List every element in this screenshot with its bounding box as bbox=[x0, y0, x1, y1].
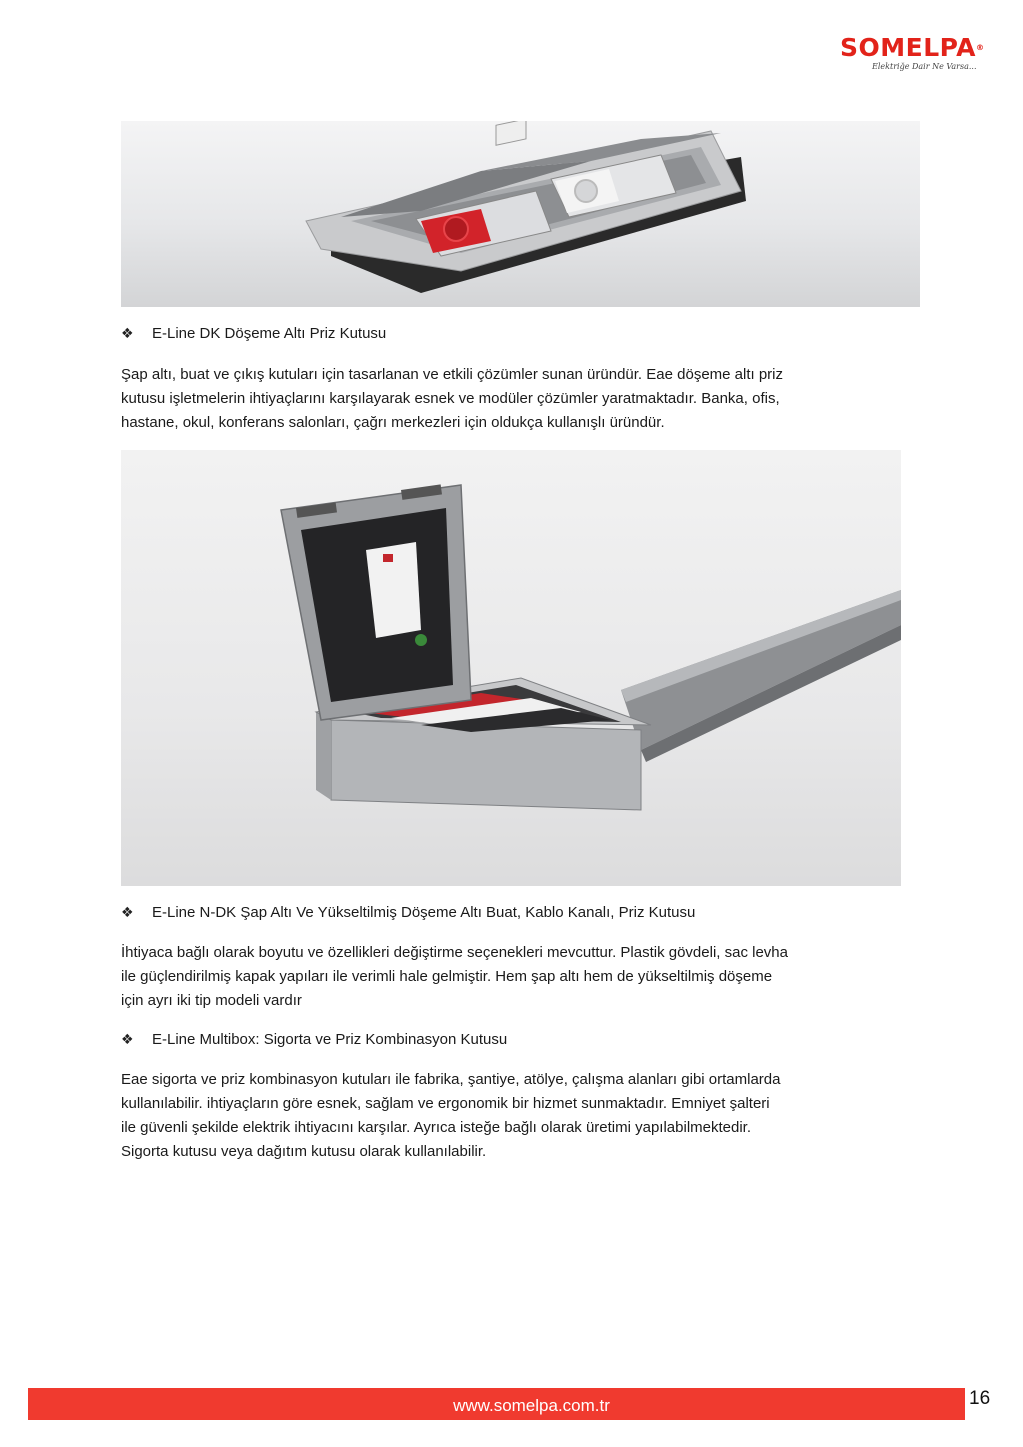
paragraph-line: Eae sigorta ve priz kombinasyon kutuları ile fabrika, şantiye, atölye, çalışma alanları gibi ortamlarda bbox=[121, 1071, 781, 1088]
section-heading-eline-dk bbox=[121, 325, 386, 342]
section-heading-eline-ndk bbox=[121, 904, 695, 921]
paragraph-line: hastane, okul, konferans salonları, çağrı merkezleri için oldukça kullanışlı üründür. bbox=[121, 414, 665, 431]
section-heading-text: E-Line Multibox: Sigorta ve Priz Kombinasyon Kutusu bbox=[152, 1031, 508, 1048]
product-photo-eline-dk bbox=[121, 121, 920, 307]
paragraph-line: kullanılabilir. ihtiyaçların göre esnek, sağlam ve ergonomik bir hizmet sunmaktadır. Emniyet şalteri bbox=[121, 1095, 770, 1112]
page-number: 16 bbox=[969, 1388, 991, 1409]
footer-bar bbox=[28, 1388, 965, 1420]
section-heading-text: E-Line N-DK Şap Altı Ve Yükseltilmiş Döşeme Altı Buat, Kablo Kanalı, Priz Kutusu bbox=[152, 904, 696, 921]
paragraph-line: ile güvenli şekilde elektrik ihtiyacını karşılar. Ayrıca isteğe bağlı olarak üretimi yapılabilmektedir. bbox=[121, 1119, 752, 1136]
paragraph-line: için ayrı iki tip modeli vardır bbox=[121, 992, 302, 1009]
paragraph-line: kutusu işletmelerin ihtiyaçlarını karşılayarak esnek ve modüler çözümler yaratmaktadır. Banka, ofis, bbox=[121, 390, 780, 407]
paragraph-line: ile güçlendirilmiş kapak yapıları ile verimli hale gelmiştir. Hem şap altı hem de yükseltilmiş döşeme bbox=[121, 968, 773, 985]
paragraph-line: Şap altı, buat ve çıkış kutuları için tasarlanan ve etkili çözümler sunan üründür. Eae döşeme altı priz bbox=[121, 366, 784, 383]
section-heading-text: E-Line DK Döşeme Altı Priz Kutusu bbox=[152, 325, 387, 342]
bullet-diamond-icon: ❖ bbox=[121, 1031, 134, 1048]
product-photo-eline-ndk bbox=[121, 450, 901, 886]
section-paragraph-eline-multibox bbox=[121, 1068, 901, 1164]
logo-text: SOMELPA bbox=[840, 33, 977, 62]
bullet-diamond-icon: ❖ bbox=[121, 325, 134, 342]
footer-website-link[interactable]: www.somelpa.com.tr bbox=[453, 1396, 610, 1415]
bullet-diamond-icon: ❖ bbox=[121, 904, 134, 921]
brand-logo bbox=[840, 34, 1000, 74]
section-paragraph-eline-dk bbox=[121, 363, 901, 435]
paragraph-line: Sigorta kutusu veya dağıtım kutusu olarak kullanılabilir. bbox=[121, 1143, 487, 1160]
section-paragraph-eline-ndk bbox=[121, 941, 901, 1013]
logo-registered-mark: ® bbox=[976, 43, 985, 52]
floor-box-illustration bbox=[121, 450, 901, 886]
paragraph-line: İhtiyaca bağlı olarak boyutu ve özellikleri değiştirme seçenekleri mevcuttur. Plastik gövdeli, sac levha bbox=[121, 944, 788, 961]
section-heading-eline-multibox bbox=[121, 1031, 507, 1048]
floor-socket-illustration bbox=[121, 121, 920, 307]
logo-tagline: Elektriğe Dair Ne Varsa... bbox=[872, 62, 977, 71]
